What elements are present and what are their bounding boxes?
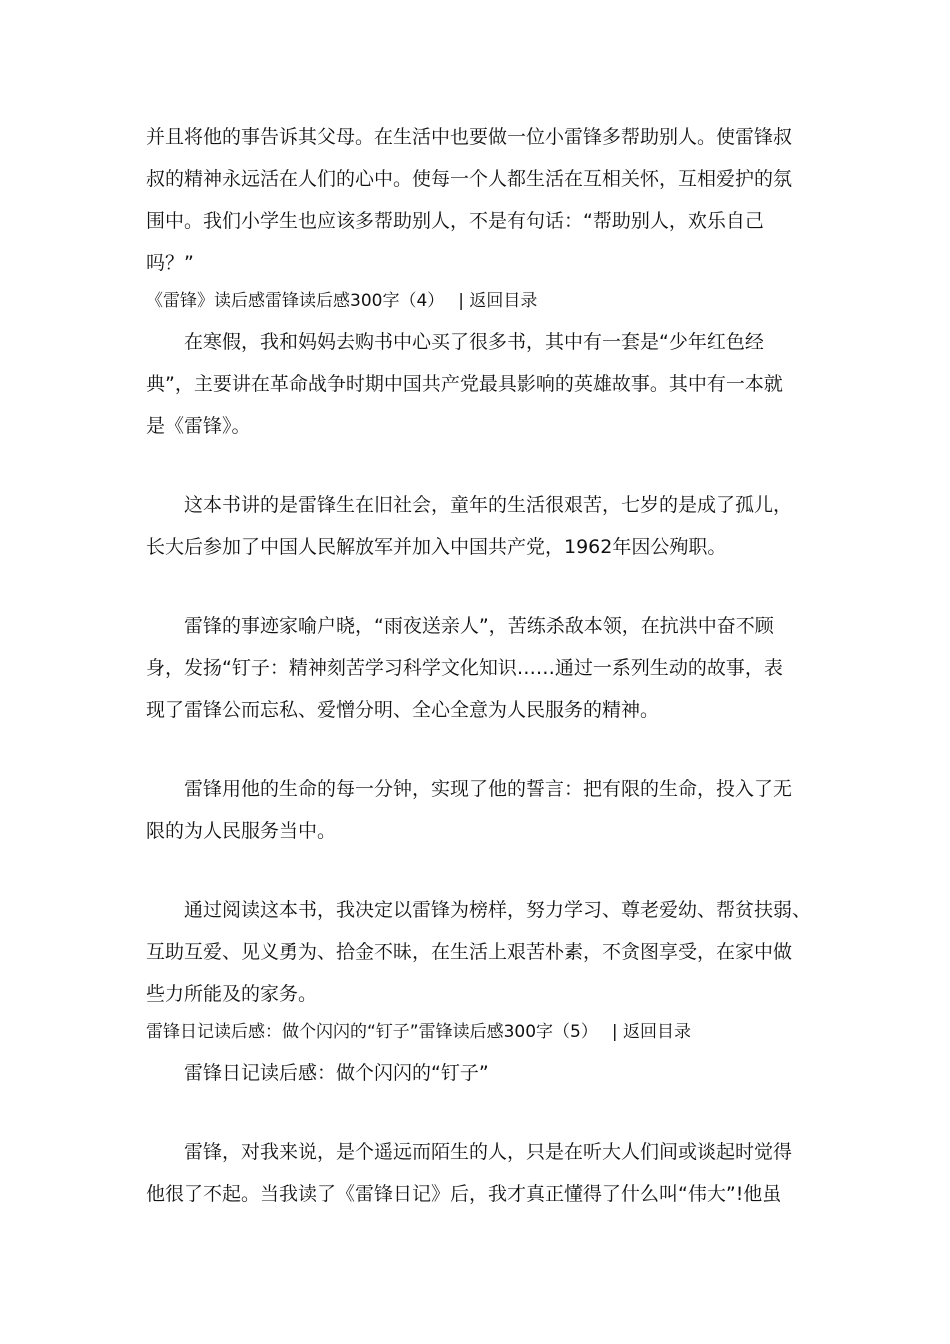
paragraph-line: 现了雷锋公而忘私、爱憎分明、全心全意为人民服务的精神。 [146,699,660,721]
paragraph-line: 些力所能及的家务。 [146,983,318,1005]
paragraph-line: 在寒假，我和妈妈去购书中心买了很多书，其中有一套是“少年红色经 [184,331,764,353]
paragraph-line: 这本书讲的是雷锋生在旧社会，童年的生活很艰苦，七岁的是成了孤儿， [184,494,793,516]
paragraph-line: 叔的精神永远活在人们的心中。使每一个人都生活在互相关怀，互相爱护的氛 [146,168,793,190]
paragraph-line: 互助互爱、见义勇为、拾金不昧，在生活上艰苦朴素，不贪图享受，在家中做 [146,941,793,963]
paragraph-line: 限的为人民服务当中。 [146,820,337,842]
back-to-toc-link[interactable]: | 返回目录 [611,1022,692,1042]
paragraph-line: 雷锋日记读后感：做个闪闪的“钉子” [184,1062,489,1084]
paragraph-line: 身，发扬“钉子：精神刻苦学习科学文化知识……通过一系列生动的故事，表 [146,657,783,679]
paragraph-line: 围中。我们小学生也应该多帮助别人，不是有句话：“帮助别人，欢乐自己 [146,210,764,232]
paragraph-line: 长大后参加了中国人民解放军并加入中国共产党，1962年因公殉职。 [146,536,727,558]
section-heading-5 [146,1020,816,1044]
paragraph-line: 雷锋用他的生命的每一分钟，实现了他的誓言：把有限的生命，投入了无 [184,778,793,800]
paragraph-line: 吗？” [146,252,194,274]
paragraph-line: 是《雷锋》。 [146,415,251,437]
section-heading-4 [146,289,816,313]
paragraph-line: 通过阅读这本书，我决定以雷锋为榜样，努力学习、尊老爱幼、帮贫扶弱、 [184,899,812,921]
paragraph-line: 雷锋，对我来说，是个遥远而陌生的人，只是在听大人们间或谈起时觉得 [184,1141,793,1163]
paragraph-line: 典”，主要讲在革命战争时期中国共产党最具影响的英雄故事。其中有一本就 [146,373,783,395]
paragraph-line: 并且将他的事告诉其父母。在生活中也要做一位小雷锋多帮助别人。使雷锋叔 [146,126,793,148]
section-title: 雷锋日记读后感：做个闪闪的“钉子”雷锋读后感300字（5） [146,1022,598,1042]
section-title: 《雷锋》读后感雷锋读后感300字（4） [146,291,445,311]
back-to-toc-link[interactable]: | 返回目录 [458,291,538,311]
paragraph-line: 雷锋的事迹家喻户晓，“雨夜送亲人”，苦练杀敌本领，在抗洪中奋不顾 [184,615,774,637]
paragraph-line: 他很了不起。当我读了《雷锋日记》后，我才真正懂得了什么叫“伟大”!他虽 [146,1183,782,1205]
